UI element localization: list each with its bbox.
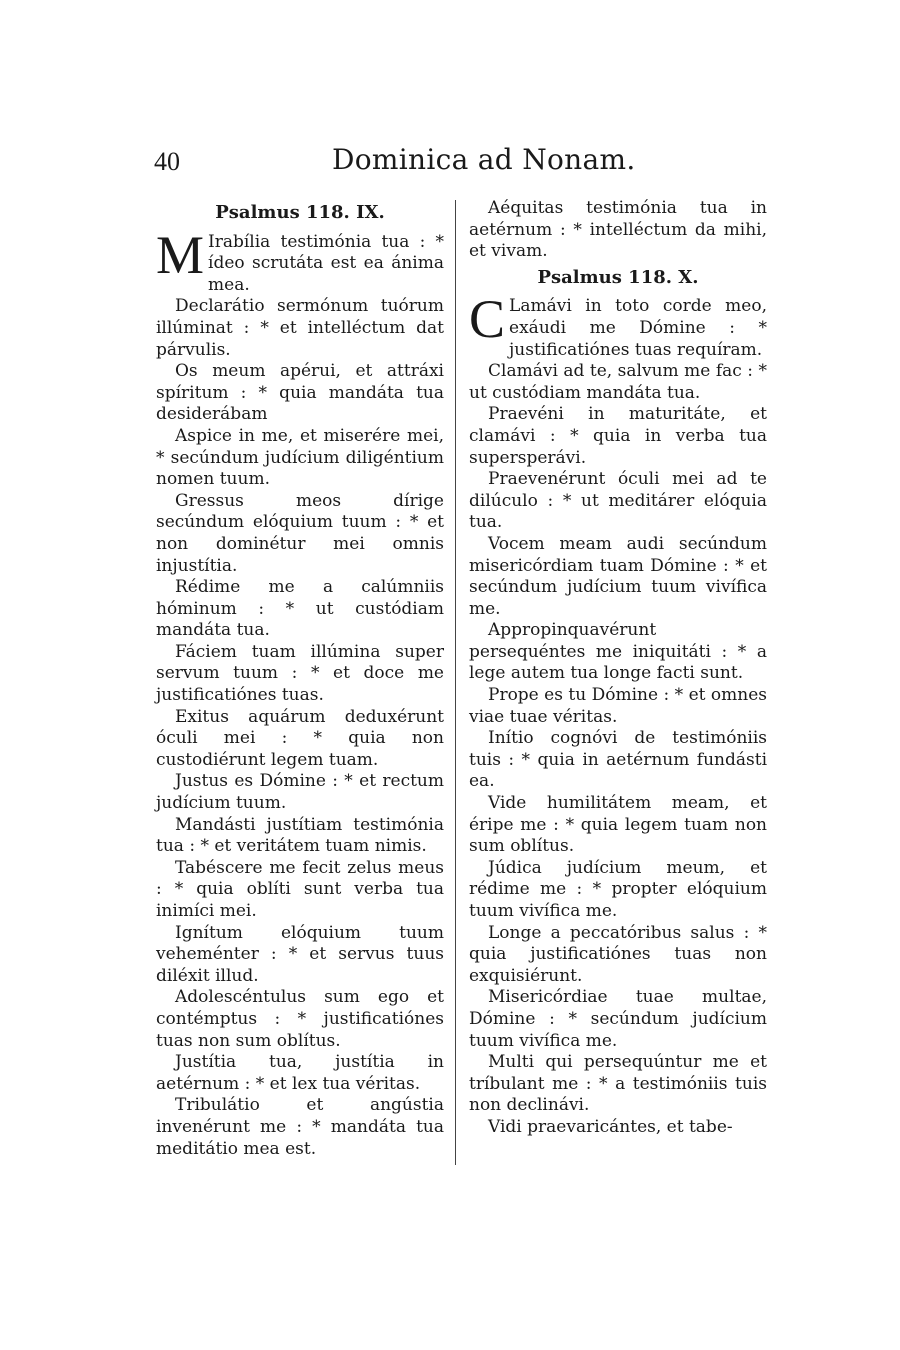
verse: Tabéscere me fecit zelus meus : * quia oblíti sunt verba tua inimíci mei.	[156, 857, 444, 921]
verse: Vide humilitátem meam, et éripe me : * quia legem tuam non sum oblítus.	[469, 793, 767, 857]
verse: Prope es tu Dómine : * et omnes viae tuae véritas.	[469, 685, 767, 727]
verse: Longe a peccatóribus salus : * quia justificatiónes tuas non exquisiérunt.	[469, 922, 767, 986]
running-head: Dominica ad Nonam.	[332, 143, 636, 176]
first-verse-text: Irabília testimónia tua : * ídeo scrutáta est ea ánima mea.	[208, 231, 444, 295]
verse: Declarátio sermónum tuórum illúminat : * et intelléctum dat párvulis.	[156, 296, 444, 360]
verse: Inítio cognóvi de testimóniis tuis : * quia in aetérnum fundásti ea.	[469, 728, 767, 792]
verse: Fáciem tuam illúmina super servum tuum : * et doce me justificatiónes tuas.	[156, 641, 444, 706]
verse: Adolescéntulus sum ego et contémptus : * justificatiónes tuas non sum oblítus.	[156, 987, 444, 1051]
verse: Ignítum elóquium tuum veheménter : * et servus tuus diléxit illud.	[156, 922, 444, 986]
verse: Vocem meam audi secúndum misericórdiam tuam Dómine : * et secúndum judícium tuum vivífica me.	[469, 533, 767, 619]
verse: Rédime me a calúmniis hóminum : * ut custódiam mandáta tua.	[156, 577, 444, 641]
verse: Exitus aquárum deduxérunt óculi mei : * quia non custodiérunt legem tuam.	[156, 706, 444, 770]
verse: Júdica judícium meum, et rédime me : * propter elóquium tuum vivífica me.	[469, 857, 767, 921]
column-divider	[455, 200, 456, 1165]
verse: Justítia tua, justítia in aetérnum : * et lex tua véritas.	[156, 1052, 444, 1094]
verse: Os meum apérui, et attráxi spíritum : * quia mandáta tua desiderábam	[156, 361, 444, 425]
verse: Aspice in me, et miserére mei, * secúndum judícium diligéntium nomen tuum.	[156, 425, 444, 490]
drop-cap-initial: C	[469, 289, 506, 350]
verse: Appropinquavérunt persequéntes me iniquitáti : * a lege autem tua longe facti sunt.	[469, 620, 767, 684]
psalm-title-ix: Psalmus 118. IX.	[215, 202, 385, 223]
verse: Praevéni in maturitáte, et clamávi : * quia in verba tua supersperávi.	[469, 404, 767, 468]
verse: Clamávi ad te, salvum me fac : * ut custódiam mandáta tua.	[469, 361, 767, 403]
verse: Multi qui persequúntur me et tríbulant me : * a testimóniis tuis non declinávi.	[469, 1052, 767, 1116]
right-column	[469, 198, 767, 1139]
first-verse-text: Lamávi in toto corde meo, exáudi me Dómine : * justificatiónes tuas requíram.	[509, 296, 767, 360]
first-verse	[156, 224, 444, 297]
verse: Vidi praevaricántes, et tabe-	[488, 1116, 733, 1137]
verse: Gressus meos dírige secúndum elóquium tuum : * et non dominétur mei omnis injustítia.	[156, 490, 444, 576]
verse-list	[156, 296, 444, 1160]
page-number: 40	[154, 147, 180, 176]
first-verse	[469, 289, 767, 361]
psalm-title-x: Psalmus 118. X.	[537, 266, 699, 288]
verse: Tribulátio et angústia invenérunt me : * mandáta tua meditátio mea est.	[156, 1095, 444, 1159]
verse: Mandásti justítiam testimónia tua : * et veritátem tuam nimis.	[156, 814, 444, 857]
continued-verse: Aéquitas testimónia tua in aetérnum : * intelléctum da mihi, et vivam.	[469, 198, 767, 262]
left-column	[156, 198, 444, 1160]
verse: Praevenérunt óculi mei ad te dilúculo : * ut meditárer elóquia tua.	[469, 469, 767, 533]
verse-list	[469, 361, 767, 1138]
drop-cap-initial: M	[156, 224, 205, 285]
verse: Misericórdiae tuae multae, Dómine : * secúndum judícium tuum vivífica me.	[469, 987, 767, 1051]
verse: Justus es Dómine : * et rectum judícium tuum.	[156, 771, 444, 814]
